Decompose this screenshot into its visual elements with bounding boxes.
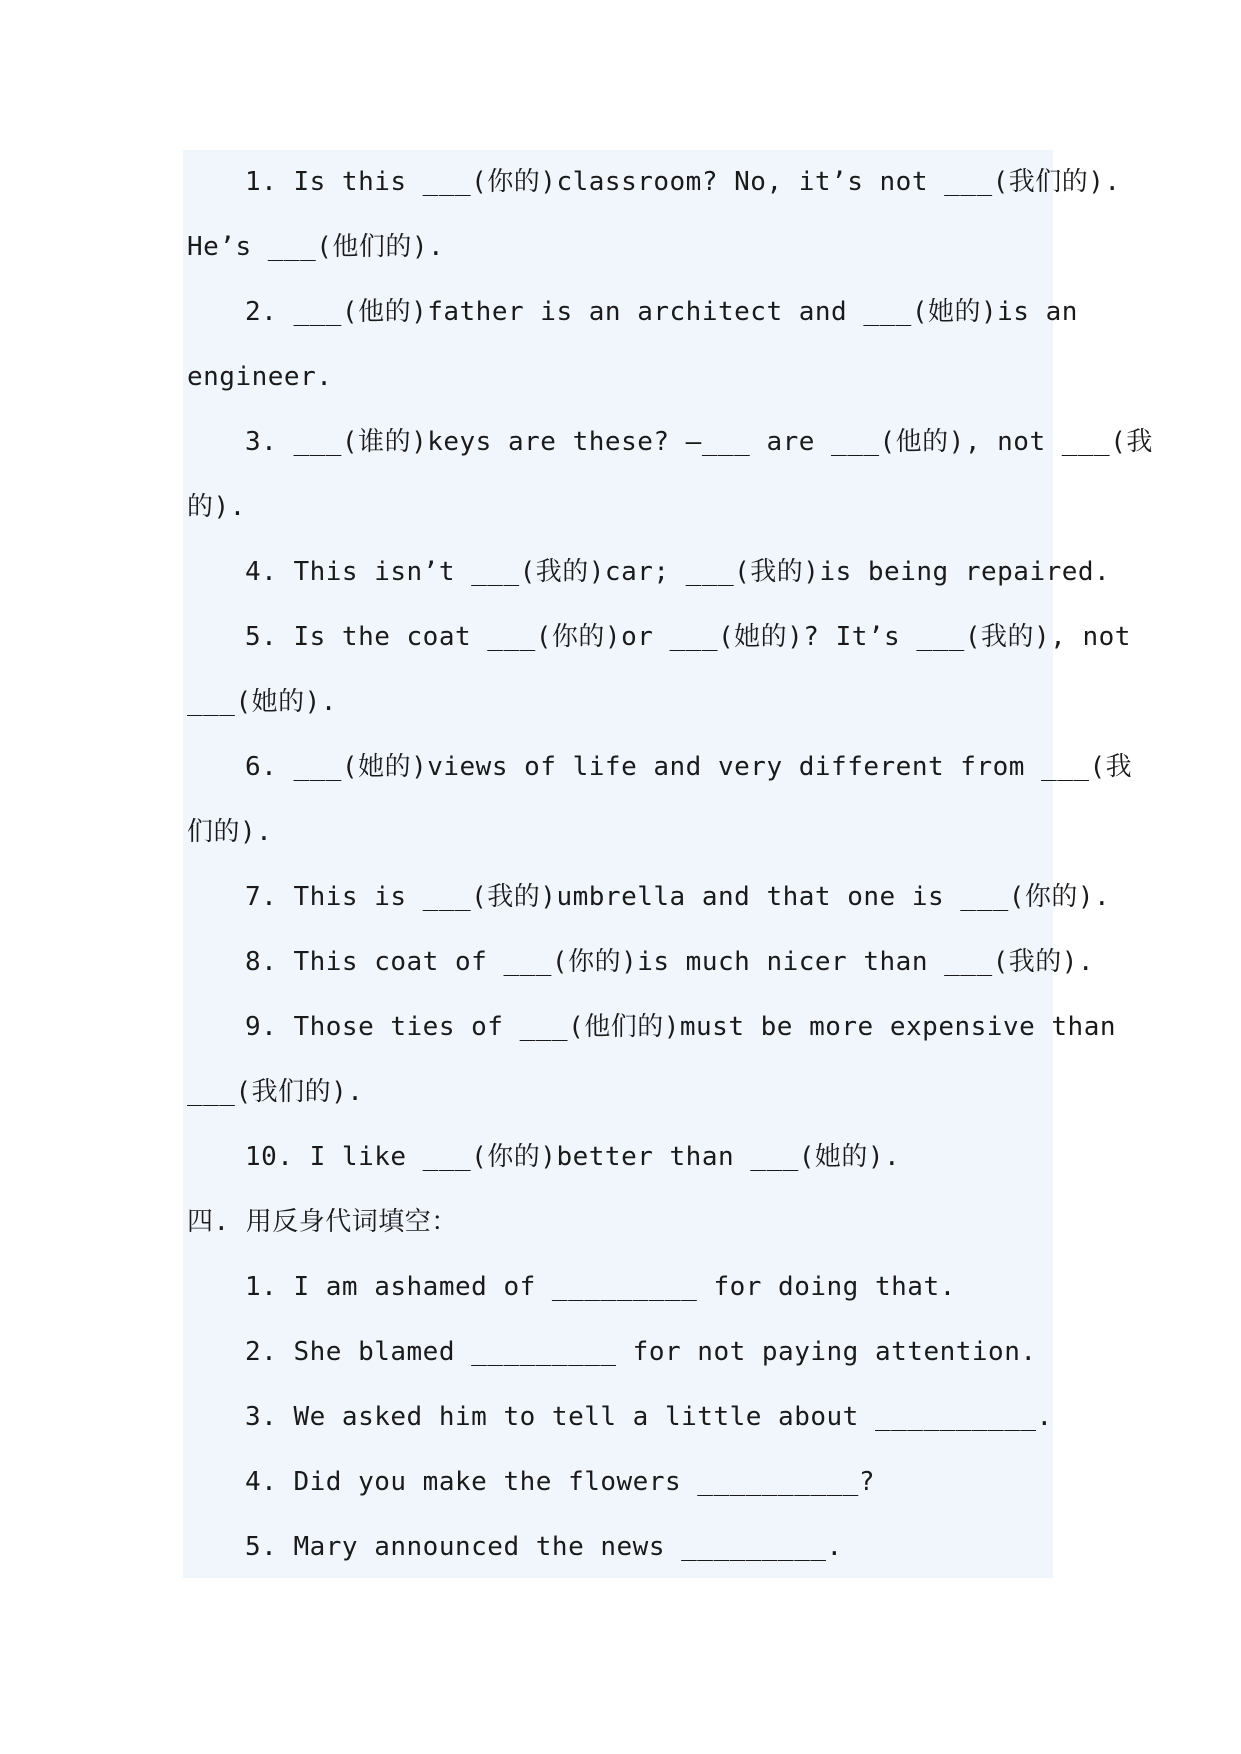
exercise-line: 10. I like ___(你的)better than ___(她的). — [245, 1142, 901, 1172]
exercise-line: 3. We asked him to tell a little about __________. — [245, 1402, 1053, 1432]
exercise-line: 2. She blamed _________ for not paying attention. — [245, 1337, 1037, 1367]
exercise-line: 1. Is this ___(你的)classroom? No, it’s not ___(我们的). — [245, 167, 1121, 197]
exercise-line: 7. This is ___(我的)umbrella and that one is ___(你的). — [245, 882, 1111, 912]
exercise-line: 9. Those ties of ___(他们的)must be more expensive than — [245, 1012, 1117, 1042]
exercise-line: 2. ___(他的)father is an architect and ___(她的)is an — [245, 297, 1078, 327]
exercise-line: 4. This isn’t ___(我的)car; ___(我的)is being repaired. — [245, 557, 1111, 587]
exercise-line: 8. This coat of ___(你的)is much nicer than ___(我的). — [245, 947, 1095, 977]
exercise-line: ___(我们的). — [187, 1077, 364, 1107]
exercise-line: 的). — [187, 492, 246, 522]
exercise-line: He’s ___(他们的). — [187, 232, 445, 262]
exercise-line: 1. I am ashamed of _________ for doing that. — [245, 1272, 956, 1302]
section-heading: 四. 用反身代词填空： — [187, 1207, 458, 1237]
exercise-line: ___(她的). — [187, 687, 337, 717]
exercise-line: 6. ___(她的)views of life and very different from ___(我 — [245, 752, 1133, 782]
exercise-line: engineer. — [187, 362, 333, 392]
exercise-line: 5. Is the coat ___(你的)or ___(她的)? It’s ___(我的), not — [245, 622, 1131, 652]
exercise-line: 4. Did you make the flowers __________? — [245, 1467, 875, 1497]
exercise-line: 5. Mary announced the news _________. — [245, 1532, 843, 1562]
exercise-line: 3. ___(谁的)keys are these? —___ are ___(他的), not ___(我 — [245, 427, 1153, 457]
exercise-line: 们的). — [187, 817, 273, 847]
exercise-document — [187, 150, 1153, 1580]
